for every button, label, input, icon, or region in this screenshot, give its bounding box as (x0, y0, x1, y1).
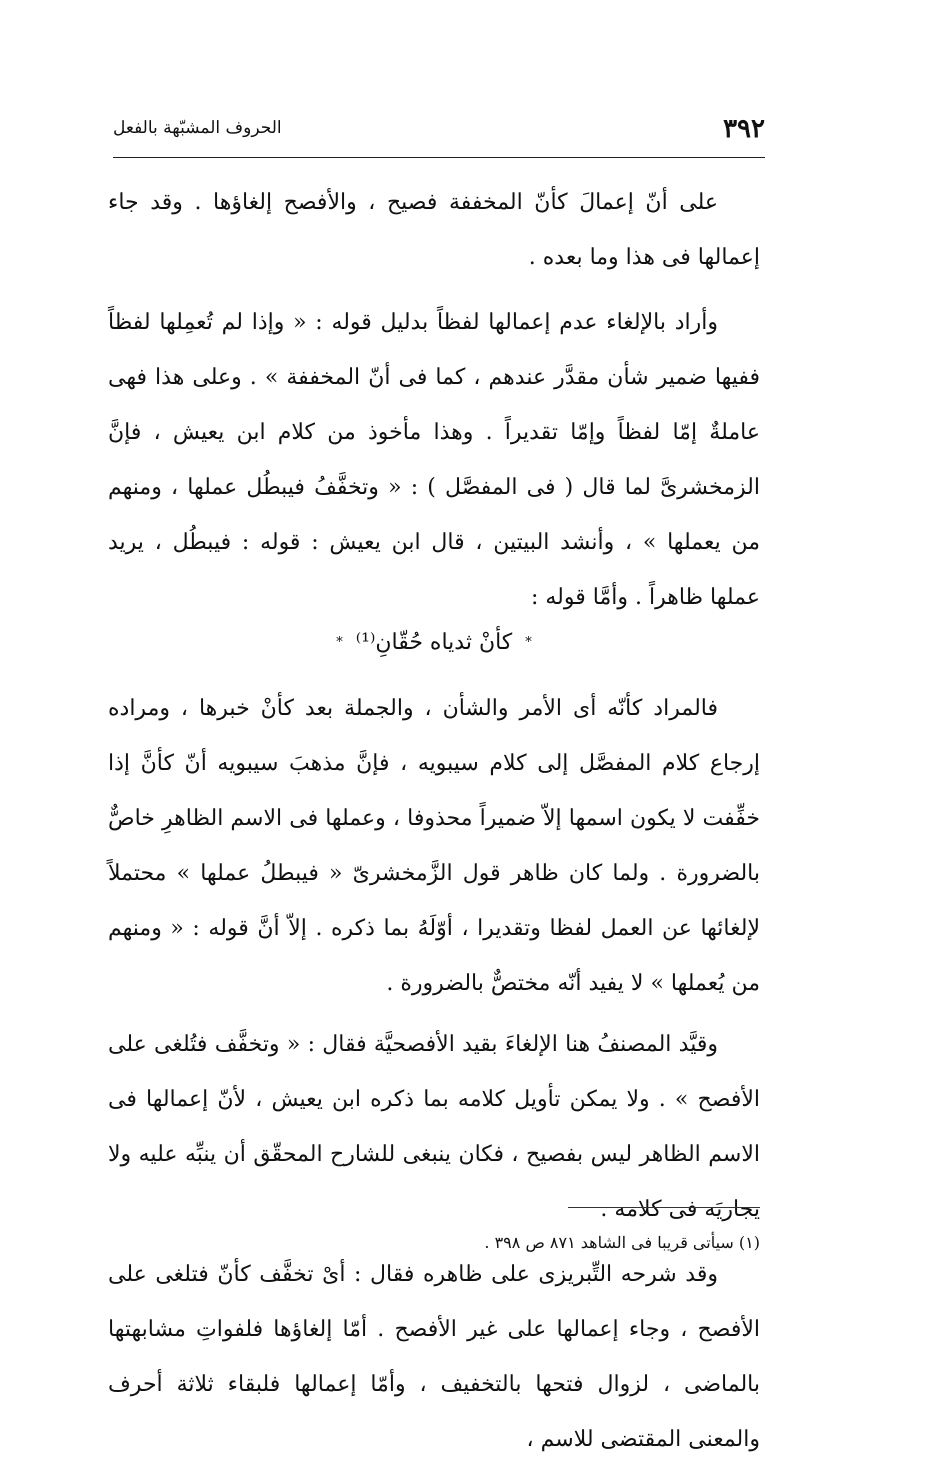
verse-star-left: * (336, 635, 343, 650)
footnote-divider (568, 1207, 760, 1208)
main-text (108, 175, 760, 1467)
verse-text: كأنْ ثدياه حُقّانِ⁽¹⁾ (355, 630, 513, 655)
footnote: (١) سيأتى قريبا فى الشاهد ٨٧١ ص ٣٩٨ . (484, 1233, 760, 1252)
paragraph-4: وقيَّد المصنفُ هنا الإلغاءَ بقيد الأفصحيَّة فقال : « وتخفَّف فتُلغى على الأفصح » . ولا يمكن تأويل كلامه بما ذكره ابن يعيش ، لأنّ إعمالها فى الاسم الظاهر ليس بفصيح ، فكان ينبغى للشارح المحقّق أن ينبِّه عليه ولا يجاريَه فى كلامه . (108, 1032, 760, 1222)
paragraph-2: وأراد بالإلغاء عدم إعمالها لفظاً بدليل قوله : « وإذا لم تُعمِلها لفظاً ففيها ضمير شأن مقدَّر عندهم ، كما فى أنّ المخففة » . وعلى هذا فهى عاملةٌ إمّا لفظاً وإمّا تقديراً . وهذا مأخوذ من كلام ابن يعيش ، فإنَّ الزمخشرىَّ لما قال ( فى المفصَّل ) : « وتخفَّفُ فيبطُل عملها ، ومنهم من يعملها » ، وأنشد البيتين ، قال ابن يعيش : قوله : فيبطُل ، يريد عملها ظاهراً . وأمَّا قوله : (108, 310, 760, 610)
paragraph-3: فالمراد كأنّه أى الأمر والشأن ، والجملة بعد كأنْ خبرها ، ومراده إرجاع كلام المفصَّل إلى كلام سيبويه ، فإنَّ مذهبَ سيبويه أنّ كأنَّ إذا خفِّفت لا يكون اسمها إلاّ ضميراً محذوفا ، وعملها فى الاسم الظاهرِ خاصٌّ بالضرورة . ولما كان ظاهر قول الزَّمخشرىّ « فيبطلُ عملها » محتملاً لإلغائها عن العمل لفظا وتقديرا ، أوّلَهُ بما ذكره . إلاّ أنَّ قوله : « ومنهم من يُعملها » لا يفيد أنّه مختصٌّ بالضرورة . (108, 696, 760, 996)
paragraph-1: على أنّ إعمالَ كأنّ المخففة فصيح ، والأفصح إلغاؤها . وقد جاء إعمالها فى هذا وما بعده . (108, 190, 760, 270)
running-title: الحروف المشبّهة بالفعل (113, 118, 282, 138)
header-divider (113, 157, 765, 158)
verse-star-right: * (525, 635, 532, 650)
page-header (113, 108, 765, 152)
paragraph-5: وقد شرحه التِّبريزى على ظاهره فقال : أىْ تخفَّف كأنّ فتلغى على الأفصح ، وجاء إعمالها على غير الأفصح . أمّا إلغاؤها فلفواتِ مشابهتها بالماضى ، لزوال فتحها بالتخفيف ، وأمّا إعمالها فلبقاء ثلاثة أحرف والمعنى المقتضى للاسم ، (108, 1262, 760, 1452)
page-number: ٣٩٢ (723, 114, 765, 144)
